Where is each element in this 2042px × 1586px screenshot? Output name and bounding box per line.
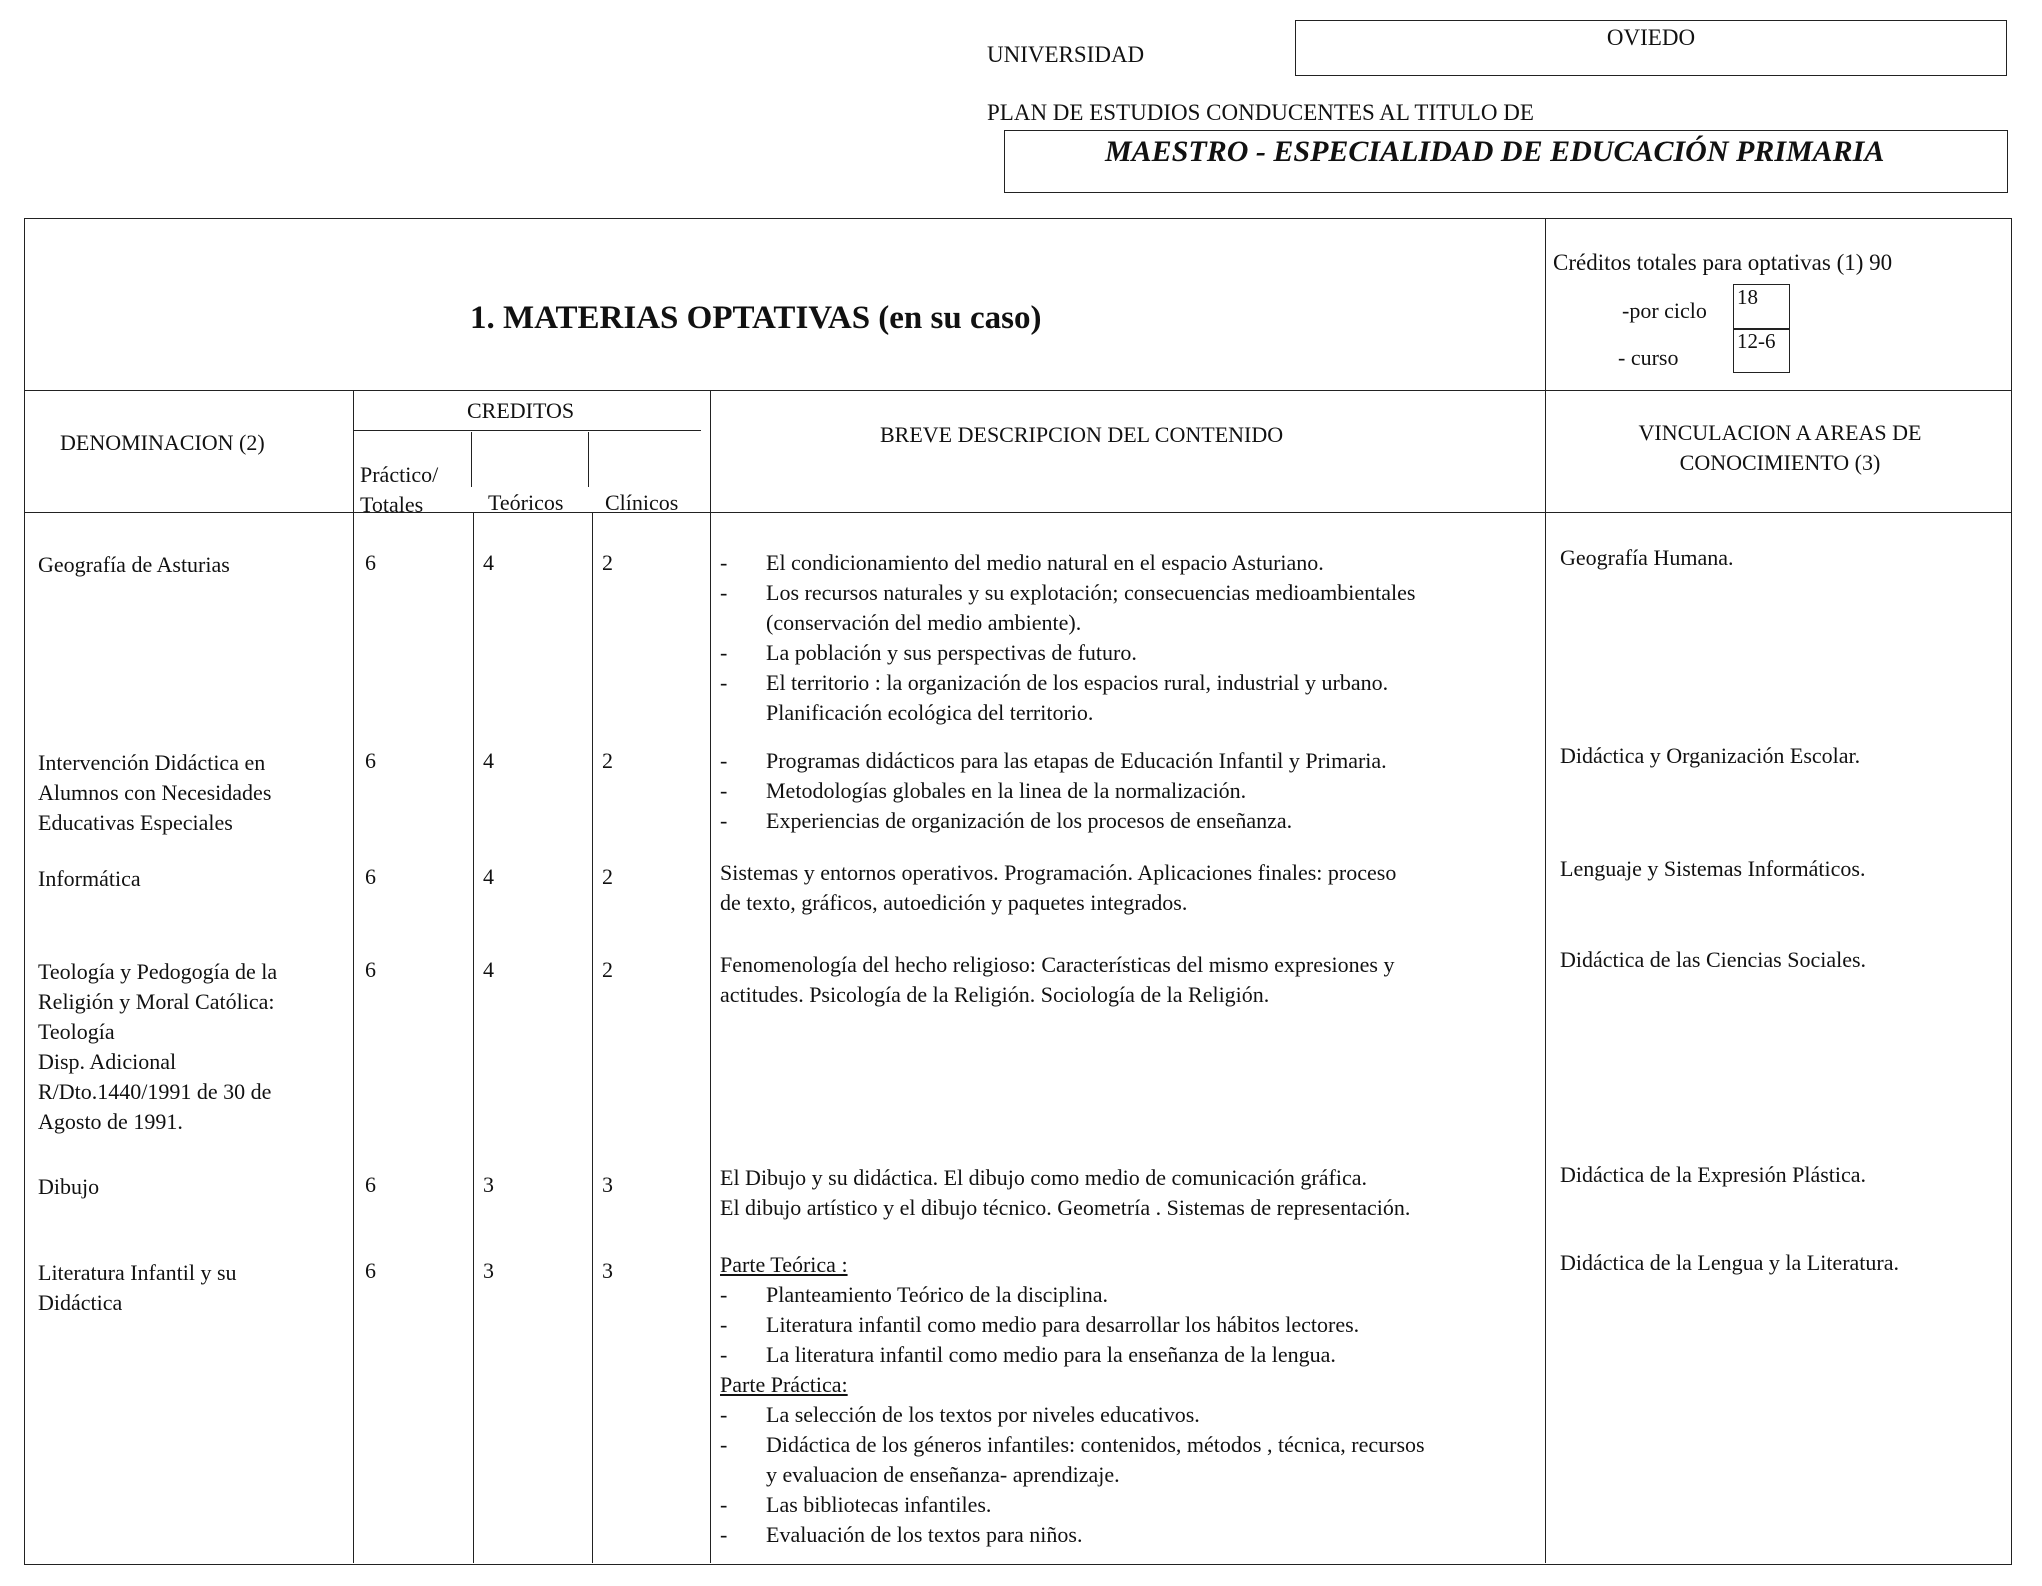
- curso-label: - curso: [1618, 345, 1679, 370]
- descripcion-cell: [720, 746, 1540, 836]
- col-divider-denominacion: [353, 390, 354, 1563]
- descripcion-line: - Las bibliotecas infantiles.: [720, 1490, 1540, 1520]
- descripcion-cell: [720, 548, 1540, 728]
- col-divider-clinicos: [592, 512, 593, 1563]
- por-ciclo-label: -por ciclo: [1622, 298, 1707, 323]
- universidad-label: UNIVERSIDAD: [987, 42, 1145, 67]
- por-ciclo-value: 18: [1733, 284, 1790, 330]
- descripcion-cell: [720, 1163, 1540, 1223]
- descripcion-line: Fenomenología del hecho religioso: Características del mismo expresiones y: [720, 952, 1395, 977]
- totales-header: Práctico/ Totales: [360, 462, 439, 517]
- universidad-field: [1295, 20, 2007, 76]
- descripcion-subheading: Parte Práctica:: [720, 1372, 848, 1397]
- universidad-value: OVIEDO: [1606, 25, 1696, 50]
- denominacion-cell: Dibujo: [38, 1174, 100, 1199]
- teoricos-cell: 4: [483, 550, 494, 575]
- vinculacion-cell: Didáctica y Organización Escolar.: [1560, 743, 1861, 768]
- title-divider: [24, 390, 2012, 391]
- creditos-totales: Créditos totales para optativas (1) 90: [1553, 250, 1893, 275]
- descripcion-line: - La selección de los textos por niveles educativos.: [720, 1400, 1540, 1430]
- vinculacion-cell: Didáctica de la Expresión Plástica.: [1560, 1162, 1867, 1187]
- plan-label: PLAN DE ESTUDIOS CONDUCENTES AL TITULO DE: [987, 100, 1534, 125]
- col-divider-teoricos-head: [471, 432, 472, 487]
- descripcion-line: El dibujo artístico y el dibujo técnico. Geometría . Sistemas de representación.: [720, 1195, 1411, 1220]
- descripcion-line: - Evaluación de los textos para niños.: [720, 1520, 1540, 1550]
- clinicos-header: Clínicos: [605, 490, 679, 515]
- descripcion-line: Planificación ecológica del territorio.: [766, 700, 1094, 725]
- clinicos-cell: 3: [602, 1172, 613, 1197]
- descripcion-line: de texto, gráficos, autoedición y paquetes integrados.: [720, 890, 1188, 915]
- vinculacion-cell: Geografía Humana.: [1560, 545, 1734, 570]
- vinculacion-cell: Lenguaje y Sistemas Informáticos.: [1560, 856, 1866, 881]
- curso-value: 12-6: [1733, 328, 1790, 373]
- denominacion-cell: Geografía de Asturias: [38, 552, 230, 577]
- totales-cell: 6: [365, 550, 376, 575]
- denominacion-cell: Teología y Pedogogía de la Religión y Moral Católica: Teología Disp. Adicional R/Dto.1440/1991 de 30 de Agosto de 1991.: [38, 959, 278, 1134]
- teoricos-header: Teóricos: [488, 490, 564, 515]
- teoricos-cell: 4: [483, 957, 494, 982]
- descripcion-line: - Programas didácticos para las etapas de Educación Infantil y Primaria.: [720, 746, 1540, 776]
- teoricos-cell: 3: [483, 1172, 494, 1197]
- plan-field: [1004, 130, 2008, 193]
- col-divider-vinculacion: [1545, 218, 1546, 1563]
- creditos-header: CREDITOS: [467, 398, 575, 423]
- descripcion-line: y evaluacion de enseñanza- aprendizaje.: [766, 1462, 1120, 1487]
- descripcion-line: - Literatura infantil como medio para desarrollar los hábitos lectores.: [720, 1310, 1540, 1340]
- descripcion-line: - El territorio : la organización de los espacios rural, industrial y urbano.: [720, 668, 1540, 698]
- descripcion-line: El Dibujo y su didáctica. El dibujo como medio de comunicación gráfica.: [720, 1165, 1367, 1190]
- descripcion-line: - Planteamiento Teórico de la disciplina.: [720, 1280, 1540, 1310]
- descripcion-line: (conservación del medio ambiente).: [766, 610, 1082, 635]
- denominacion-cell: Intervención Didáctica en Alumnos con Necesidades Educativas Especiales: [38, 750, 272, 835]
- totales-cell: 6: [365, 748, 376, 773]
- descripcion-subheading: Parte Teórica :: [720, 1252, 848, 1277]
- clinicos-cell: 2: [602, 864, 613, 889]
- clinicos-cell: 3: [602, 1258, 613, 1283]
- totales-cell: 6: [365, 957, 376, 982]
- descripcion-line: - La población y sus perspectivas de futuro.: [720, 638, 1540, 668]
- totales-cell: 6: [365, 1172, 376, 1197]
- denominacion-cell: Informática: [38, 866, 141, 891]
- descripcion-line: - Experiencias de organización de los procesos de enseñanza.: [720, 806, 1540, 836]
- denominacion-header: DENOMINACION (2): [60, 430, 265, 455]
- vinculacion-cell: Didáctica de la Lengua y la Literatura.: [1560, 1250, 1899, 1275]
- vinculacion-header: VINCULACION A AREAS DE CONOCIMIENTO (3): [1638, 420, 1922, 475]
- teoricos-cell: 4: [483, 748, 494, 773]
- section-title: 1. MATERIAS OPTATIVAS (en su caso): [470, 300, 1042, 336]
- descripcion-header: BREVE DESCRIPCION DEL CONTENIDO: [880, 422, 1284, 447]
- vinculacion-cell: Didáctica de las Ciencias Sociales.: [1560, 947, 1867, 972]
- descripcion-line: - Didáctica de los géneros infantiles: contenidos, métodos , técnica, recursos: [720, 1430, 1540, 1460]
- clinicos-cell: 2: [602, 748, 613, 773]
- descripcion-line: - La literatura infantil como medio para la enseñanza de la lengua.: [720, 1340, 1540, 1370]
- descripcion-line: - Metodologías globales en la linea de la normalización.: [720, 776, 1540, 806]
- totales-cell: 6: [365, 1258, 376, 1283]
- teoricos-cell: 3: [483, 1258, 494, 1283]
- descripcion-line: - El condicionamiento del medio natural en el espacio Asturiano.: [720, 548, 1540, 578]
- col-divider-teoricos: [473, 512, 474, 1563]
- denominacion-cell: Literatura Infantil y su Didáctica: [38, 1260, 237, 1315]
- descripcion-cell: [720, 1250, 1540, 1550]
- clinicos-cell: 2: [602, 957, 613, 982]
- plan-value: MAESTRO - ESPECIALIDAD DE EDUCACIÓN PRIMARIA: [1105, 135, 1885, 168]
- col-divider-creditos: [710, 390, 711, 1563]
- col-divider-clinicos-head: [588, 432, 589, 487]
- descripcion-cell: [720, 858, 1540, 918]
- header-divider: [24, 512, 2012, 513]
- clinicos-cell: 2: [602, 550, 613, 575]
- totales-cell: 6: [365, 864, 376, 889]
- creditos-underline: [353, 430, 701, 431]
- teoricos-cell: 4: [483, 864, 494, 889]
- descripcion-line: Sistemas y entornos operativos. Programación. Aplicaciones finales: proceso: [720, 860, 1397, 885]
- descripcion-line: actitudes. Psicología de la Religión. Sociología de la Religión.: [720, 982, 1270, 1007]
- descripcion-cell: [720, 950, 1540, 1010]
- descripcion-line: - Los recursos naturales y su explotación; consecuencias medioambientales: [720, 578, 1540, 608]
